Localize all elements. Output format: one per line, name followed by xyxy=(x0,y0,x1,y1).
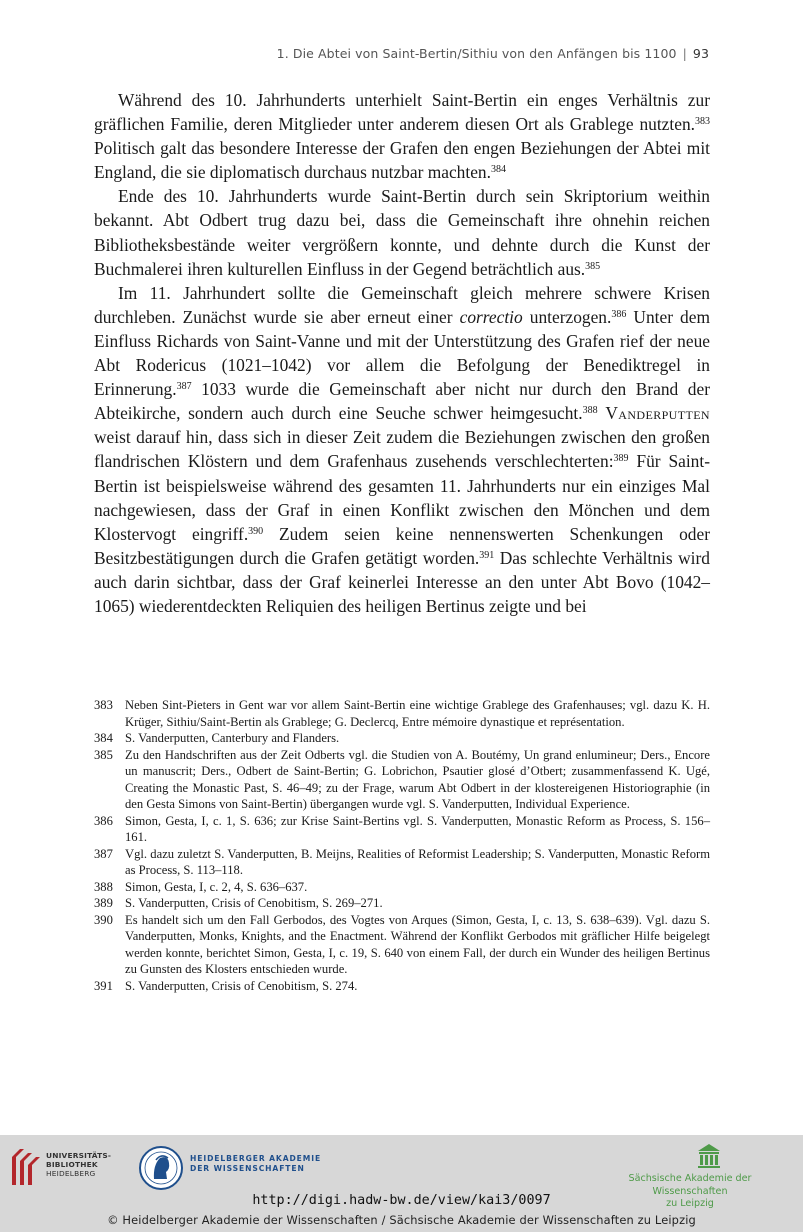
footnote-number: 383 xyxy=(94,698,113,712)
permalink-url[interactable]: http://digi.hadw-bw.de/view/kai3/0097 xyxy=(252,1193,551,1208)
footnote-text: Simon, Gesta, I, c. 1, S. 636; zur Krise Saint-Bertins vgl. S. Vanderputten, Monastic Reform as Process, S. 156–161. xyxy=(125,813,710,844)
footnote xyxy=(94,879,710,896)
footnote-text: Simon, Gesta, I, c. 2, 4, S. 636–637. xyxy=(125,879,308,894)
running-title: 1. Die Abtei von Saint-Bertin/Sithiu von den Anfängen bis 1100 xyxy=(276,46,677,61)
text-run: Im 11. Jahrhundert sollte die Gemeinschaft gleich mehrere schwere Krisen durchleben. Zunächst wurde sie aber erneut einer xyxy=(94,282,710,327)
text-run: Zudem seien keine nennenswerten Schenkungen oder Besitzbestätigungen durch die Grafen getätigt worden. xyxy=(94,523,710,568)
text-run: weist darauf hin, dass sich in dieser Zeit zudem die Beziehungen zwischen den großen flandrischen Klöstern und dem Grafenhaus zusehends verschlechterten: xyxy=(94,427,710,472)
paragraph-1 xyxy=(94,88,710,184)
footnote-ref-391[interactable]: 391 xyxy=(479,549,495,561)
footnote-number: 390 xyxy=(94,912,113,927)
ub-line: BIBLIOTHEK xyxy=(46,1160,98,1169)
running-head xyxy=(0,46,709,61)
saw-line: zu Leipzig xyxy=(666,1198,714,1209)
italic-term: correctio xyxy=(459,306,523,327)
page-number: 93 xyxy=(692,46,709,61)
footnote-ref-387[interactable]: 387 xyxy=(176,381,192,393)
hadw-seal-icon[interactable] xyxy=(138,1143,184,1193)
text-run: 1033 wurde die Gemeinschaft aber nicht nur durch den Brand der Abteikirche, sondern auch durch eine Seuche schwer heimgesucht. xyxy=(94,379,710,424)
footnote xyxy=(94,895,710,912)
footnote xyxy=(94,747,710,813)
ub-line: HEIDELBERG xyxy=(46,1169,96,1178)
footnote xyxy=(94,912,710,978)
paragraph-3 xyxy=(94,281,710,618)
footnote-number: 388 xyxy=(94,879,113,894)
footnote-number: 384 xyxy=(94,731,113,745)
footnote-text: Zu den Handschriften aus der Zeit Odberts vgl. die Studien von A. Boutémy, Un grand enlumineur; Ders., Encore un manuscrit; Ders., Odbert de Saint-Bertin; G. Lobrichon, Psautier glosé d’Otbert; zusammenfassend K. Ugé, Creating the Monastic Past, S. 46–49; zu der Frage, warum Abt Odbert in der klostereigenen Historiographie (in den Gesta Simons von Saint-Bertin) übergangen wurde vgl. S. Vanderputten, Individual Experience. xyxy=(125,747,710,811)
footnote-ref-383[interactable]: 383 xyxy=(695,116,710,128)
text-run: unterzogen. xyxy=(522,306,612,327)
running-head-separator: | xyxy=(682,46,687,61)
footnote xyxy=(94,697,710,730)
text-run: Politisch galt das besondere Interesse der Grafen den engen Beziehungen der Abtei mit England, die sie diplomatisch durchaus nutzbar machten. xyxy=(94,138,710,183)
footnote-ref-388[interactable]: 388 xyxy=(582,405,598,417)
footnote-ref-389[interactable]: 389 xyxy=(613,453,629,465)
hadw-wordmark xyxy=(190,1154,321,1174)
footnote-ref-384[interactable]: 384 xyxy=(490,164,506,176)
copyright-notice: © Heidelberger Akademie der Wissenschaften / Sächsische Akademie der Wissenschaften zu Leipzig xyxy=(107,1213,696,1227)
ub-heidelberg-wordmark xyxy=(46,1151,111,1178)
hadw-line: DER WISSENSCHAFTEN xyxy=(190,1164,305,1173)
footnote-text: S. Vanderputten, Crisis of Cenobitism, S. 269–271. xyxy=(125,896,383,910)
footnotes xyxy=(94,697,710,994)
text-run: Für Saint-Bertin ist beispielsweise während des gesamten 11. Jahrhunderts nur ein einziges Mal nachgewiesen, dass der Graf in einen Konflikt zwischen den Mönchen und dem Klostervogt eingriff. xyxy=(94,451,710,544)
footnote-number: 385 xyxy=(94,747,113,762)
ub-heidelberg-mark-icon xyxy=(10,1147,42,1187)
footnote xyxy=(94,813,710,846)
text-run: Ende des 10. Jahrhunderts wurde Saint-Bertin durch sein Skriptorium weithin bekannt. Abt Odbert trug dazu bei, dass die Gemeinschaft ihre ohnehin reichen Bibliotheksbestände weiter vergrößern konnte, und dehnte durch die Kunst der Buchmalerei ihren kulturellen Einfluss in der Gegend beträchtlich aus. xyxy=(94,186,710,279)
footnote-number: 387 xyxy=(94,846,113,861)
ub-line: UNIVERSITÄTS- xyxy=(46,1151,112,1160)
footnote xyxy=(94,978,710,995)
footnote-text: Vgl. dazu zuletzt S. Vanderputten, B. Meijns, Realities of Reformist Leadership; S. Vanderputten, Monastic Reform as Process, S. 113–118. xyxy=(125,846,710,877)
footnote-text: Es handelt sich um den Fall Gerbodos, des Vogtes von Arques (Simon, Gesta, I, c. 13, S. 638–639). Vgl. dazu S. Vanderputten, Monks, Knights, and the Enactment. Während der Konflikt Gerbodos mit gräflicher Hilfe beigelegt werden konnte, berichtet Simon, Gesta, I, c. 19, S. 640 von einem Fall, der durch ein Wunder des heiligen Bertinus zu Gunsten des Klosters entschieden wurde. xyxy=(125,912,710,976)
footnote-text: S. Vanderputten, Canterbury and Flanders. xyxy=(125,731,340,745)
text-run: Während des 10. Jahrhunderts unterhielt Saint-Bertin ein enges Verhältnis zur gräflichen Familie, deren Mitglieder unter anderem diesen Ort als Grablege nutzten. xyxy=(94,90,710,135)
footnote-text: Neben Sint-Pieters in Gent war vor allem Saint-Bertin eine wichtige Grablege des Grafenhauses; vgl. dazu K. H. Krüger, Sithiu/Saint-Bertin als Grablege; G. Declercq, Entre mémoire dynastique et représentation. xyxy=(125,698,710,729)
saw-building-icon[interactable] xyxy=(697,1143,721,1169)
footnote xyxy=(94,846,710,879)
footnote-number: 389 xyxy=(94,896,113,910)
author-name: Vanderputten xyxy=(605,403,710,424)
footnote xyxy=(94,730,710,747)
text-run: Das schlechte Verhältnis wird auch darin sichtbar, dass der Graf keinerlei Interesse an den unter Abt Bovo (1042–1065) wiederentdeckten Reliquien des heiligen Bertinus zeigte und bei xyxy=(94,547,710,616)
footnote-number: 386 xyxy=(94,813,113,828)
saw-line: Sächsische Akademie der Wissenschaften xyxy=(628,1173,752,1197)
text-run: Unter dem Einfluss Richards von Saint-Vanne und mit der Unterstützung des Grafen rief der neue Abt Rodericus (1021–1042) vor allem die Befolgung der Benediktregel in Erinnerung. xyxy=(94,306,710,400)
footnote-text: S. Vanderputten, Crisis of Cenobitism, S. 274. xyxy=(125,978,358,993)
ub-heidelberg-logo[interactable] xyxy=(10,1147,110,1191)
paragraph-2 xyxy=(94,184,710,280)
hadw-line: HEIDELBERGER AKADEMIE xyxy=(190,1154,322,1163)
main-text xyxy=(94,88,710,618)
footnote-ref-385[interactable]: 385 xyxy=(585,260,601,272)
footnote-ref-386[interactable]: 386 xyxy=(611,308,627,320)
footnote-ref-390[interactable]: 390 xyxy=(248,525,264,537)
footnote-number: 391 xyxy=(94,978,113,993)
